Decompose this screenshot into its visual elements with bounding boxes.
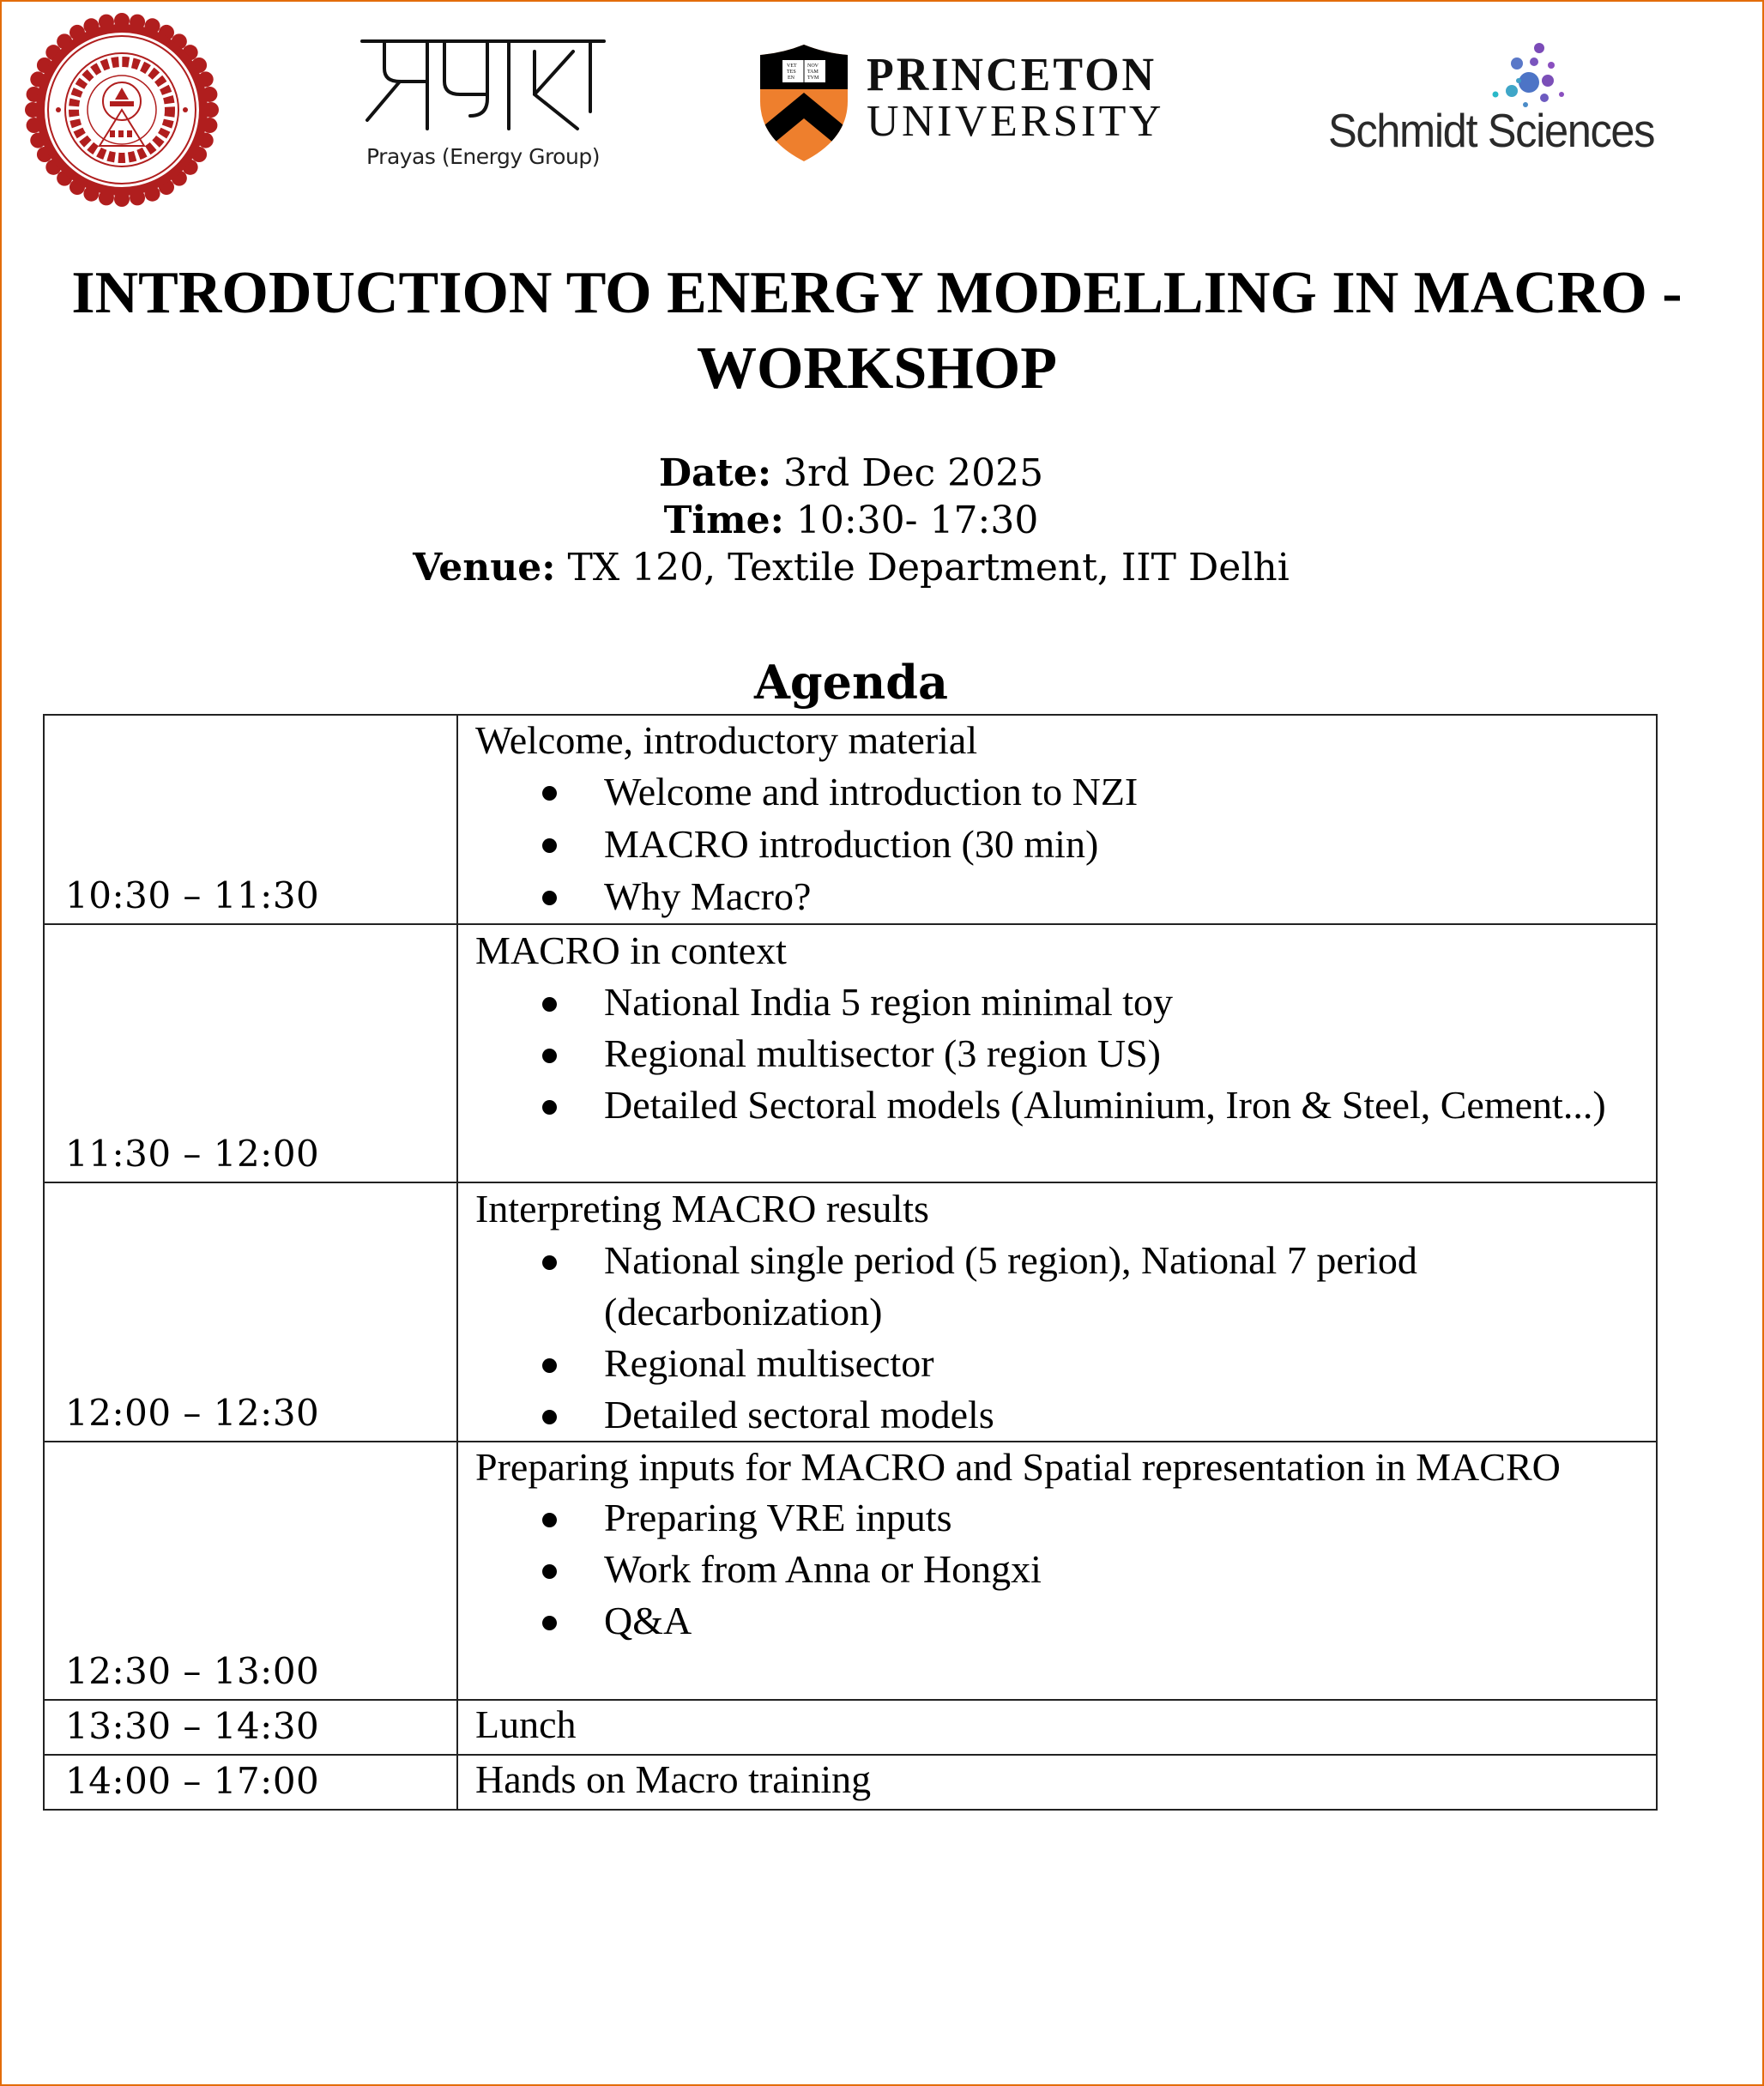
bullet-item: [475, 1492, 1656, 1544]
bullet-item: [475, 1544, 1656, 1595]
bullet-item: [475, 1235, 1656, 1338]
bullet-item: [475, 818, 1656, 870]
svg-text:TVM: TVM: [807, 76, 819, 81]
venue-label: Venue:: [413, 546, 556, 590]
bullet-item: [475, 1028, 1656, 1079]
venue-value: TX 120, Textile Department, IIT Delhi: [555, 546, 1290, 590]
time-value: 10:30- 17:30: [783, 499, 1039, 542]
agenda-session: [457, 924, 1657, 1182]
date-value: 3rd Dec 2025: [771, 451, 1044, 495]
agenda-session: [457, 1182, 1657, 1442]
bullet-icon: [542, 1564, 557, 1579]
bullet-text: Q&A: [604, 1599, 692, 1642]
schmidt-wordmark: Schmidt Sciences: [1328, 104, 1655, 157]
session-title: MACRO in context: [475, 928, 787, 972]
prayas-devanagari-icon: [359, 34, 607, 137]
time-label: Time:: [663, 499, 784, 542]
bullet-item: [475, 1338, 1656, 1389]
bullet-icon: [542, 1616, 557, 1630]
agenda-time: 12:00 – 12:30: [44, 1182, 457, 1442]
bullet-text: Detailed sectoral models: [604, 1393, 994, 1436]
agenda-row: [44, 715, 1657, 924]
prayas-logo: [359, 34, 607, 172]
document-title-line2: WORKSHOP: [696, 336, 1058, 402]
princeton-wordmark: [867, 49, 1164, 146]
session-title: Interpreting MACRO results: [475, 1187, 929, 1230]
agenda-row: [44, 924, 1657, 1182]
princeton-line2: UNIVERSITY: [867, 97, 1164, 146]
bullet-icon: [542, 1100, 557, 1115]
svg-text:TAM: TAM: [807, 70, 819, 75]
agenda-session: [457, 1700, 1657, 1755]
bullet-item: [475, 1079, 1656, 1131]
date-label: Date:: [658, 451, 772, 495]
bullet-text: Regional multisector (3 region US): [604, 1031, 1161, 1075]
schmidt-dots-icon: [1323, 36, 1683, 113]
event-date: [53, 451, 1649, 495]
bullet-icon: [542, 838, 557, 853]
agenda-row: [44, 1755, 1657, 1810]
session-bullets: [475, 1492, 1656, 1647]
agenda-time: 13:30 – 14:30: [44, 1700, 457, 1755]
event-venue: [53, 546, 1649, 590]
schmidt-sciences-logo: [1323, 36, 1683, 165]
agenda-time: 14:00 – 17:00: [44, 1755, 457, 1810]
bullet-icon: [542, 1358, 557, 1373]
agenda-row: [44, 1700, 1657, 1755]
bullet-item: [475, 765, 1656, 818]
bullet-item: [475, 976, 1656, 1028]
bullet-text: National India 5 region minimal toy: [604, 980, 1174, 1024]
agenda-time: 10:30 – 11:30: [44, 715, 457, 924]
bullet-text: Why Macro?: [604, 874, 812, 918]
session-bullets: [475, 976, 1656, 1131]
event-time: [53, 499, 1649, 542]
bullet-item: [475, 1595, 1656, 1647]
svg-text:EN: EN: [788, 76, 794, 81]
session-bullets: [475, 1235, 1656, 1441]
bullet-icon: [542, 1255, 557, 1270]
bullet-text: National single period (5 region), National 7 period (decarbonization): [604, 1238, 1417, 1333]
svg-text:TES: TES: [787, 70, 796, 75]
bullet-item: [475, 1389, 1656, 1441]
agenda-session: [457, 1755, 1657, 1810]
princeton-line1: PRINCETON: [867, 49, 1157, 101]
bullet-text: Preparing VRE inputs: [604, 1496, 952, 1539]
bullet-icon: [542, 786, 557, 801]
bullet-text: Detailed Sectoral models (Aluminium, Iron & Steel, Cement...): [604, 1083, 1606, 1127]
agenda-table: [43, 714, 1658, 1811]
bullet-icon: [542, 1049, 557, 1063]
bullet-item: [475, 870, 1656, 922]
svg-text:NOV: NOV: [807, 63, 819, 69]
bullet-icon: [542, 1513, 557, 1527]
princeton-shield-icon: [757, 45, 851, 161]
session-title: Lunch: [475, 1702, 577, 1746]
agenda-session: [457, 1442, 1657, 1700]
bullet-text: Welcome and introduction to NZI: [604, 770, 1139, 813]
bullet-icon: [542, 1410, 557, 1424]
agenda-row: [44, 1182, 1657, 1442]
iit-delhi-logo: [21, 9, 223, 211]
session-bullets: [475, 765, 1656, 922]
agenda-time: 11:30 – 12:00: [44, 924, 457, 1182]
iit-delhi-seal-icon: [21, 9, 223, 211]
session-title: Preparing inputs for MACRO and Spatial representation in MACRO: [475, 1445, 1561, 1489]
princeton-logo: [757, 45, 1203, 165]
session-title: Welcome, introductory material: [475, 718, 978, 762]
bullet-text: MACRO introduction (30 min): [604, 822, 1099, 866]
prayas-caption: Prayas (Energy Group): [366, 144, 600, 169]
agenda-heading: Agenda: [753, 655, 949, 710]
svg-text:VET: VET: [787, 63, 797, 69]
bullet-icon: [542, 891, 557, 905]
document-title-line1: INTRODUCTION TO ENERGY MODELLING IN MACRO -: [71, 260, 1682, 326]
agenda-session: [457, 715, 1657, 924]
session-title: Hands on Macro training: [475, 1757, 872, 1801]
agenda-time: 12:30 – 13:00: [44, 1442, 457, 1700]
bullet-text: Work from Anna or Hongxi: [604, 1547, 1042, 1591]
bullet-text: Regional multisector: [604, 1341, 934, 1385]
agenda-row: [44, 1442, 1657, 1700]
bullet-icon: [542, 997, 557, 1012]
